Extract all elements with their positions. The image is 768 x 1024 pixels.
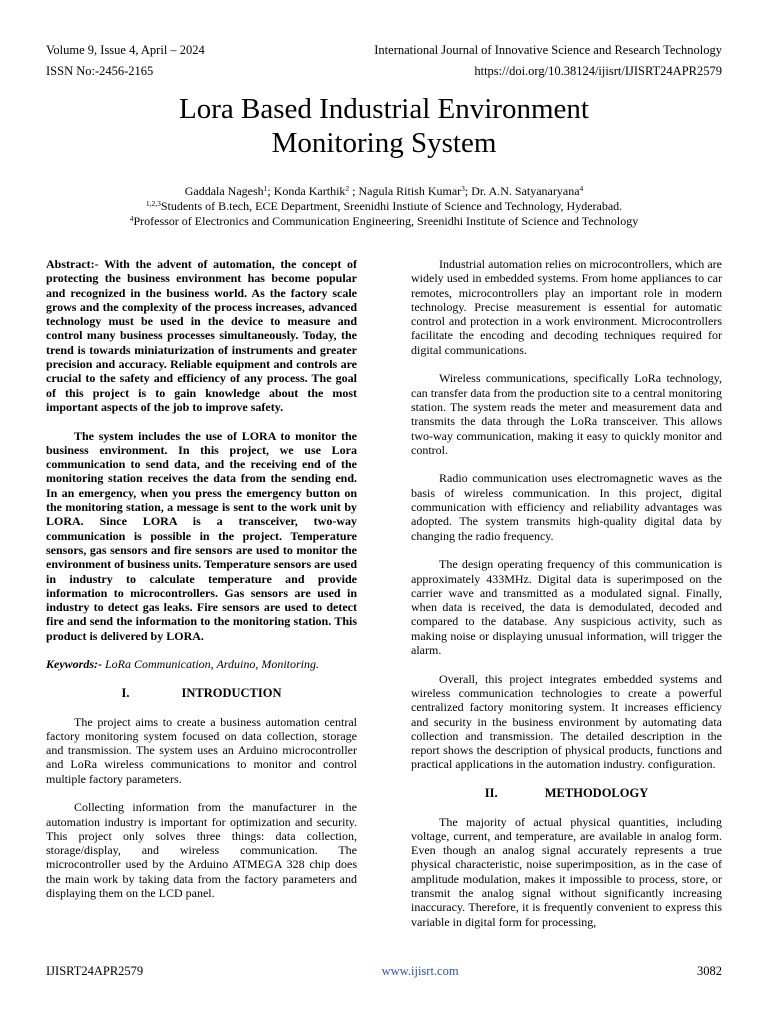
section-heading-methodology [411,786,722,800]
title-line-2: Monitoring System [271,127,497,159]
author-4-sup: 4 [579,184,584,193]
section-title: METHODOLOGY [544,785,649,800]
affiliation-2 [0,214,768,229]
intro-paragraph-2: Collecting information from the manufacturer in the automation industry is important for optimization and security. This project only solves three things: data collection, storage/display, and wireless communication. The microcontroller used by the Arduino ATMEGA 328 chip does the main work by taking data from the factory parameters and displaying them on the LCD panel. [46,800,357,901]
volume-info: Volume 9, Issue 4, April – 2024 [46,43,205,57]
author-3-sup: 3 [461,184,465,193]
journal-name: International Journal of Innovative Science and Research Technology [374,43,722,57]
author-block [0,184,768,229]
author-2: ; Konda Karthik [267,184,346,198]
paper-id: IJISRT24APR2579 [46,964,144,978]
title-line-1: Lora Based Industrial Environment [179,93,589,125]
affiliation-1-sup: 1,2,3 [145,199,161,208]
doi-link[interactable]: https://doi.org/10.38124/ijisrt/IJISRT24APR2579 [474,64,722,78]
keywords [46,657,357,671]
affiliation-2-sup: 4 [129,214,134,223]
body-paragraph-4: The design operating frequency of this communication is approximately 433MHz. Digital data is superimposed on the carrier wave and transmitted as a modulated signal. Finally, when data is received, the data is demodulated, decoded and compared to the database. Any suspicious activity, such as making noise or displaying unusual information, will trigger the alarm. [411,557,722,658]
keywords-text: LoRa Communication, Arduino, Monitoring. [102,657,320,672]
section-title: INTRODUCTION [181,685,282,700]
author-4: ; Dr. A.N. Satyanaryana [464,184,580,198]
right-column [411,257,722,943]
page-header [46,40,722,82]
section-heading-introduction [46,686,357,700]
body-paragraph-2: Wireless communications, specifically LoRa technology, can transfer data from the production site to a central monitoring station. The system reads the meter and measurement data and transmits the data through the LoRa transceiver. This allows two-way communication, making it easy to quickly monitor and control. [411,371,722,457]
abstract-paragraph-1: Abstract:- With the advent of automation, the concept of protecting the business environment has become popular and recognized in the business world. As the factory scale grows and the complexity of the process increases, advanced technology must be used in the device to measure and control many business processes simultaneously. Today, the trend is towards miniaturization of instruments and greater precision and accuracy. Reliable equipment and controls are crucial to the safety and efficiency of any process. The goal of this project is to gain knowledge about the most important aspects of the job to improve safety. [46,257,357,414]
left-column [46,257,357,915]
website-link[interactable]: www.ijisrt.com [381,964,459,978]
issn: ISSN No:-2456-2165 [46,64,154,78]
affiliation-1-text: Students of B.tech, ECE Department, Sreenidhi Instiute of Science and Technology, Hyderabad. [160,199,623,213]
author-3: ; Nagula Ritish Kumar [349,184,462,198]
body-paragraph-1: Industrial automation relies on microcontrollers, which are widely used in embedded systems. From home appliances to car remotes, microcontrollers play an important role in modern technology. Precise measurement is essential for automatic control and protection in a work environment. Microcontrollers facilitate the encoding and decoding techniques required for digital communications. [411,257,722,357]
author-1-sup: 1 [263,184,268,193]
body-paragraph-3: Radio communication uses electromagnetic waves as the basis of wireless communication. In this project, digital communication with efficiency and reliability advantages was adopted. The system transmits high-quality digital data by changing the radio frequency. [411,471,722,543]
intro-paragraph-1: The project aims to create a business automation central factory monitoring system focused on data collection, storage and transmission. The system uses an Arduino microcontroller and LoRa wireless communications to monitor and control multiple factory parameters. [46,714,357,786]
affiliation-1 [0,199,768,214]
author-1: Gaddala Nagesh [184,184,264,198]
author-names [0,184,768,199]
body-paragraph-5: Overall, this project integrates embedded systems and wireless communication technologies to create a powerful centralized factory monitoring system. It increases efficiency and security in the business environment by automating data collection and transmission. The detailed description in the report shows the description of physical products, functions and practical applications in the automation industry. configuration. [411,671,722,772]
page-footer [46,964,722,979]
paper-title [0,92,768,160]
author-2-sup: 2 [345,184,350,193]
section-number: II. [484,785,498,800]
abstract-paragraph-2: The system includes the use of LORA to monitor the business environment. In this project, we use Lora communication to send data, and the receiving end of the monitoring station receives the data from the sending end. In an emergency, when you press the emergency button on the monitoring station, a message is sent to the work unit by LORA. Since LORA is a transceiver, two-way communication is possible in the project. Temperature sensors, gas sensors and fire sensors are used to monitor the environment of business units. Temperature sensors are used in industry to calculate temperature and provide information to microcontrollers. Gas sensors are used in industry to detect gas leaks. Fire sensors are used to detect fire and send the information to the monitoring station. This product is delivered by LORA. [46,428,357,643]
page-number: 3082 [697,964,722,978]
affiliation-2-text: Professor of Electronics and Communication Engineering, Sreenidhi Institute of Science and Technology [133,214,639,228]
keywords-label: Keywords:- [46,657,102,672]
section-number: I. [121,685,130,700]
methodology-paragraph-1: The majority of actual physical quantities, including voltage, current, and temperature, are available in analog form. Even though an analog signal accurately represents a true physical characteristic, noise superimposition, as in the case of amplitude modulation, makes it impossible to process, store, or transmit the analog signal without significantly increasing inaccuracy. Therefore, it is frequently convenient to express this variable in digital form for processing, [411,814,722,929]
